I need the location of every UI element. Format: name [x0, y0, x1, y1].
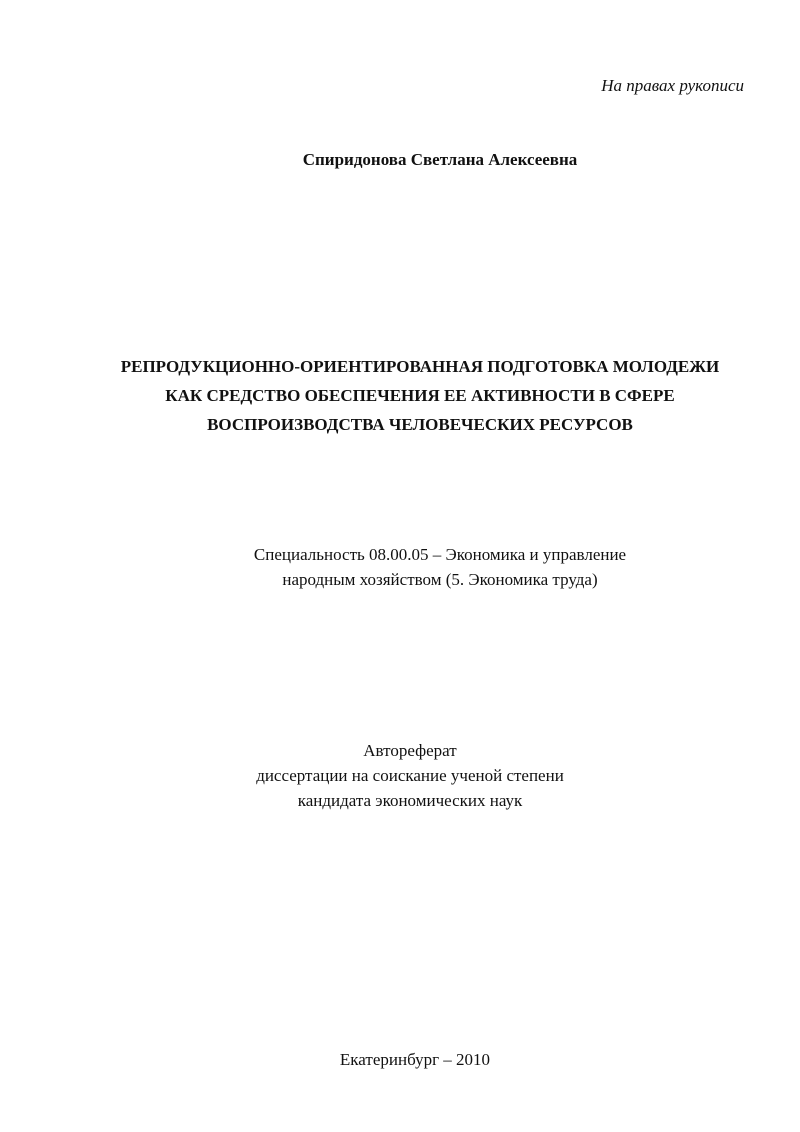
specialty-block [200, 542, 680, 592]
abstract-line: кандидата экономических наук [297, 791, 523, 810]
rights-note: На правах рукописи [601, 76, 744, 95]
abstract-block [170, 738, 650, 813]
specialty-line: народным хозяйством (5. Экономика труда) [282, 570, 598, 589]
title-line: КАК СРЕДСТВО ОБЕСПЕЧЕНИЯ ЕЕ АКТИВНОСТИ В СФЕРЕ [165, 386, 675, 405]
abstract-line: диссертации на соискание ученой степени [256, 766, 564, 785]
title-line: РЕПРОДУКЦИОННО-ОРИЕНТИРОВАННАЯ ПОДГОТОВКА МОЛОДЕЖИ [120, 357, 720, 376]
place-year: Екатеринбург – 2010 [339, 1050, 491, 1069]
abstract-line: Автореферат [363, 741, 457, 760]
author-name: Спиридонова Светлана Алексеевна [302, 150, 578, 169]
dissertation-title [60, 352, 780, 439]
specialty-line: Специальность 08.00.05 – Экономика и управление [253, 545, 627, 564]
title-line: ВОСПРОИЗВОДСТВА ЧЕЛОВЕЧЕСКИХ РЕСУРСОВ [207, 415, 633, 434]
